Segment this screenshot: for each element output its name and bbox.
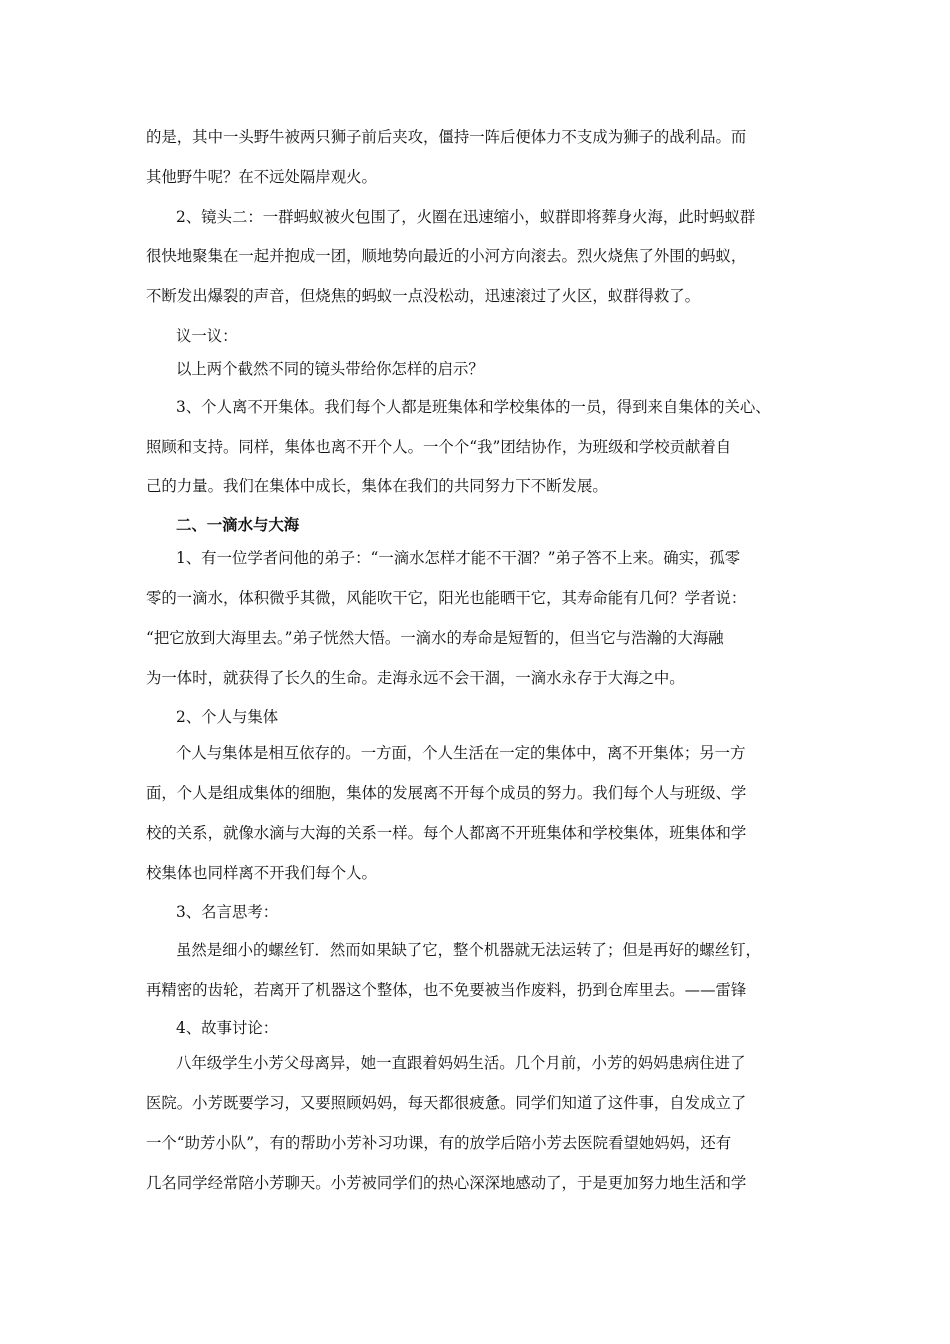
paragraph-line: 八年级学生小芳父母离异，她一直跟着妈妈生活。几个月前，小芳的妈妈患病住进了 [176, 1054, 746, 1072]
paragraph-line: 2、镜头二：一群蚂蚁被火包围了，火圈在迅速缩小，蚁群即将葬身火海，此时蚂蚁群 [176, 208, 756, 226]
paragraph-line: 其他野牛呢？在不远处隔岸观火。 [146, 168, 377, 186]
paragraph-line: 为一体时，就获得了长久的生命。走海永远不会干涸，一滴水永存于大海之中。 [146, 669, 685, 687]
paragraph-line: 很快地聚集在一起并抱成一团，顺地势向最近的小河方向滚去。烈火烧焦了外围的蚂蚁， [146, 247, 747, 265]
paragraph-line: 1、有一位学者问他的弟子：“一滴水怎样才能不干涸？”弟子答不上来。确实，孤零 [176, 549, 741, 567]
paragraph-line: 的是，其中一头野牛被两只狮子前后夹攻，僵持一阵后便体力不支成为狮子的战利品。而 [146, 128, 747, 146]
paragraph-line: 4、故事讨论： [176, 1019, 279, 1037]
paragraph-line: 个人与集体是相互依存的。一方面，个人生活在一定的集体中，离不开集体；另一方 [176, 744, 746, 762]
paragraph-line: 以上两个截然不同的镜头带给你怎样的启示？ [176, 360, 484, 378]
paragraph-line: “把它放到大海里去。”弟子恍然大悟。一滴水的寿命是短暂的，但当它与浩瀚的大海融 [146, 629, 724, 647]
section-heading: 二、一滴水与大海 [176, 516, 300, 534]
paragraph-line: 再精密的齿轮，若离开了机器这个整体，也不免要被当作废料，扔到仓库里去。——雷锋 [146, 981, 747, 999]
paragraph-line: 校集体也同样离不开我们每个人。 [146, 864, 377, 882]
paragraph-line: 零的一滴水，体积微乎其微，风能吹干它，阳光也能晒干它，其寿命能有几何？学者说： [146, 589, 747, 607]
paragraph-line: 虽然是细小的螺丝钉．然而如果缺了它，整个机器就无法运转了；但是再好的螺丝钉， [176, 941, 761, 959]
paragraph-line: 己的力量。我们在集体中成长，集体在我们的共同努力下不断发展。 [146, 477, 608, 495]
paragraph-line: 医院。小芳既要学习，又要照顾妈妈，每天都很疲惫。同学们知道了这件事，自发成立了 [146, 1094, 747, 1112]
paragraph-line: 不断发出爆裂的声音，但烧焦的蚂蚁一点没松动，迅速滚过了火区，蚁群得救了。 [146, 287, 701, 305]
paragraph-line: 2、个人与集体 [176, 708, 279, 726]
paragraph-line: 一个“助芳小队”，有的帮助小芳补习功课，有的放学后陪小芳去医院看望她妈妈，还有 [146, 1134, 732, 1152]
paragraph-line: 照顾和支持。同样，集体也离不开个人。一个个“我”团结协作，为班级和学校贡献着自 [146, 438, 732, 456]
paragraph-line: 校的关系，就像水滴与大海的关系一样。每个人都离不开班集体和学校集体，班集体和学 [146, 824, 747, 842]
paragraph-line: 面，个人是组成集体的细胞，集体的发展离不开每个成员的努力。我们每个人与班级、学 [146, 784, 747, 802]
paragraph-line: 3、名言思考： [176, 903, 279, 921]
paragraph-line: 议一议： [176, 327, 238, 345]
paragraph-line: 3、个人离不开集体。我们每个人都是班集体和学校集体的一员，得到来自集体的关心、 [176, 398, 771, 416]
paragraph-line: 几名同学经常陪小芳聊天。小芳被同学们的热心深深地感动了，于是更加努力地生活和学 [146, 1174, 747, 1192]
